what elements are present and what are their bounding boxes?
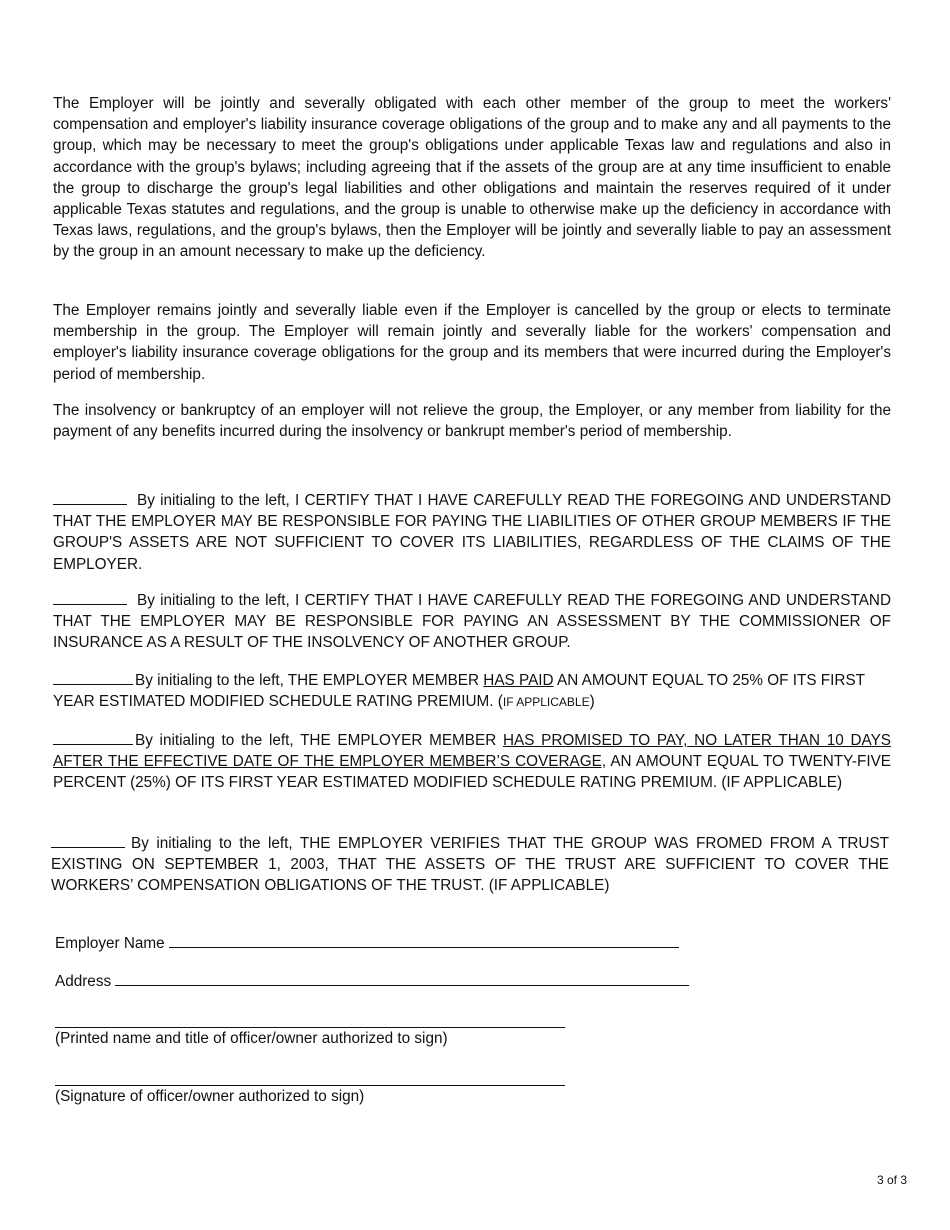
certification-2 (53, 590, 891, 654)
certification-3-underlined: HAS PAID (483, 672, 554, 689)
page-number: 3 of 3 (876, 1173, 907, 1187)
address-label: Address (55, 973, 112, 990)
insolvency-paragraph: The insolvency or bankruptcy of an employer will not relieve the group, the Employer, or any member from liability for the payment of any benefits incurred during the insolvency or bankrupt member's period of membership. (53, 402, 891, 441)
certification-1-text: By initialing to the left, I CERTIFY THAT I HAVE CAREFULLY READ THE FOREGOING AND UNDERSTAND THAT THE EMPLOYER MAY BE RESPONSIBLE FOR PAYING THE LIABILITIES OF OTHER GROUP MEMBERS IF THE GROUP'S ASSETS ARE NOT SUFFICIENT TO COVER ITS LIABILITIES, REGARDLESS OF THE CLAIMS OF THE EMPLOYER. (53, 492, 891, 573)
printed-name-line[interactable] (55, 1027, 565, 1028)
certification-5-text: By initialing to the left, THE EMPLOYER VERIFIES THAT THE GROUP WAS FROMED FROM A TRUST EXISTING ON SEPTEMBER 1, 2003, THAT THE ASSETS OF THE TRUST ARE SUFFICIENT TO COVER THE WORKERS’ COMPENSATION OBLIGATIONS OF THE TRUST. (IF APPLICABLE) (51, 835, 889, 895)
initials-blank-3[interactable] (53, 670, 133, 685)
certification-3-end: ) (589, 693, 595, 711)
employer-name-input[interactable] (169, 933, 679, 948)
employer-name-label: Employer Name (55, 935, 165, 952)
certification-4 (53, 730, 891, 794)
initials-blank-2[interactable] (53, 590, 127, 605)
certification-3-post: AN AMOUNT EQUAL TO 25% OF ITS FIRST YEAR ESTIMATED MODIFIED SCHEDULE RATING PREMIUM. ( (53, 672, 865, 711)
certification-3-small: IF APPLICABLE (502, 695, 590, 710)
address-input[interactable] (115, 971, 689, 986)
certification-2-text: By initialing to the left, I CERTIFY THAT I HAVE CAREFULLY READ THE FOREGOING AND UNDERSTAND THAT THE EMPLOYER MAY BE RESPONSIBLE FOR PAYING AN ASSESSMENT BY THE COMMISSIONER OF INSURANCE AS A RESULT OF THE INSOLVENCY OF ANOTHER GROUP. (53, 592, 891, 652)
liability-paragraph: The Employer remains jointly and severally liable even if the Employer is cancelled by the group or elects to terminate membership in the group. The Employer will remain jointly and severally liable for the workers' compensation and employer's liability insurance coverage obligations for the group and its members that were incurred during the Employer's period of membership. (53, 302, 891, 383)
certification-4-post: AN AMOUNT EQUAL TO TWENTY-FIVE PERCENT (25%) OF ITS FIRST YEAR ESTIMATED MODIFIED SCHEDULE RATING PREMIUM. (IF APPLICABLE) (53, 753, 891, 792)
obligation-paragraph: The Employer will be jointly and severally obligated with each other member of the group to meet the workers' compensation and employer's liability insurance coverage obligations of the group and to make any and all payments to the group, which may be necessary to meet the group's obligations under applicable Texas law and regulations and also in accordance with the group's bylaws; including agreeing that if the assets of the group are at any time insufficient to enable the group to discharge the group's legal liabilities and other obligations and maintain the reserves required of it under applicable Texas statutes and regulations, and the group is unable to otherwise make up the deficiency in accordance with Texas laws, regulations, and the group's bylaws, then the Employer will be jointly and severally liable to pay an assessment by the group in an amount necessary to make up the deficiency. (53, 95, 891, 261)
printed-name-caption: (Printed name and title of officer/owner authorized to sign) (55, 1030, 448, 1047)
initials-blank-4[interactable] (53, 730, 133, 745)
certification-3 (53, 670, 865, 713)
signature-caption: (Signature of officer/owner authorized to sign) (55, 1088, 365, 1105)
employer-name-field (55, 933, 679, 954)
certification-4-underlined: HAS PROMISED TO PAY, NO LATER THAN 10 DAYS AFTER THE EFFECTIVE DATE OF THE EMPLOYER MEMBER’S COVERAGE, (53, 732, 891, 771)
certification-5 (51, 833, 889, 897)
initials-blank-5[interactable] (51, 833, 125, 848)
address-field (55, 971, 689, 992)
certification-4-pre: By initialing to the left, THE EMPLOYER MEMBER (135, 732, 503, 749)
certification-1 (53, 490, 891, 575)
signature-line[interactable] (55, 1085, 565, 1086)
initials-blank-1[interactable] (53, 490, 127, 505)
certification-3-pre: By initialing to the left, THE EMPLOYER MEMBER (135, 672, 484, 689)
